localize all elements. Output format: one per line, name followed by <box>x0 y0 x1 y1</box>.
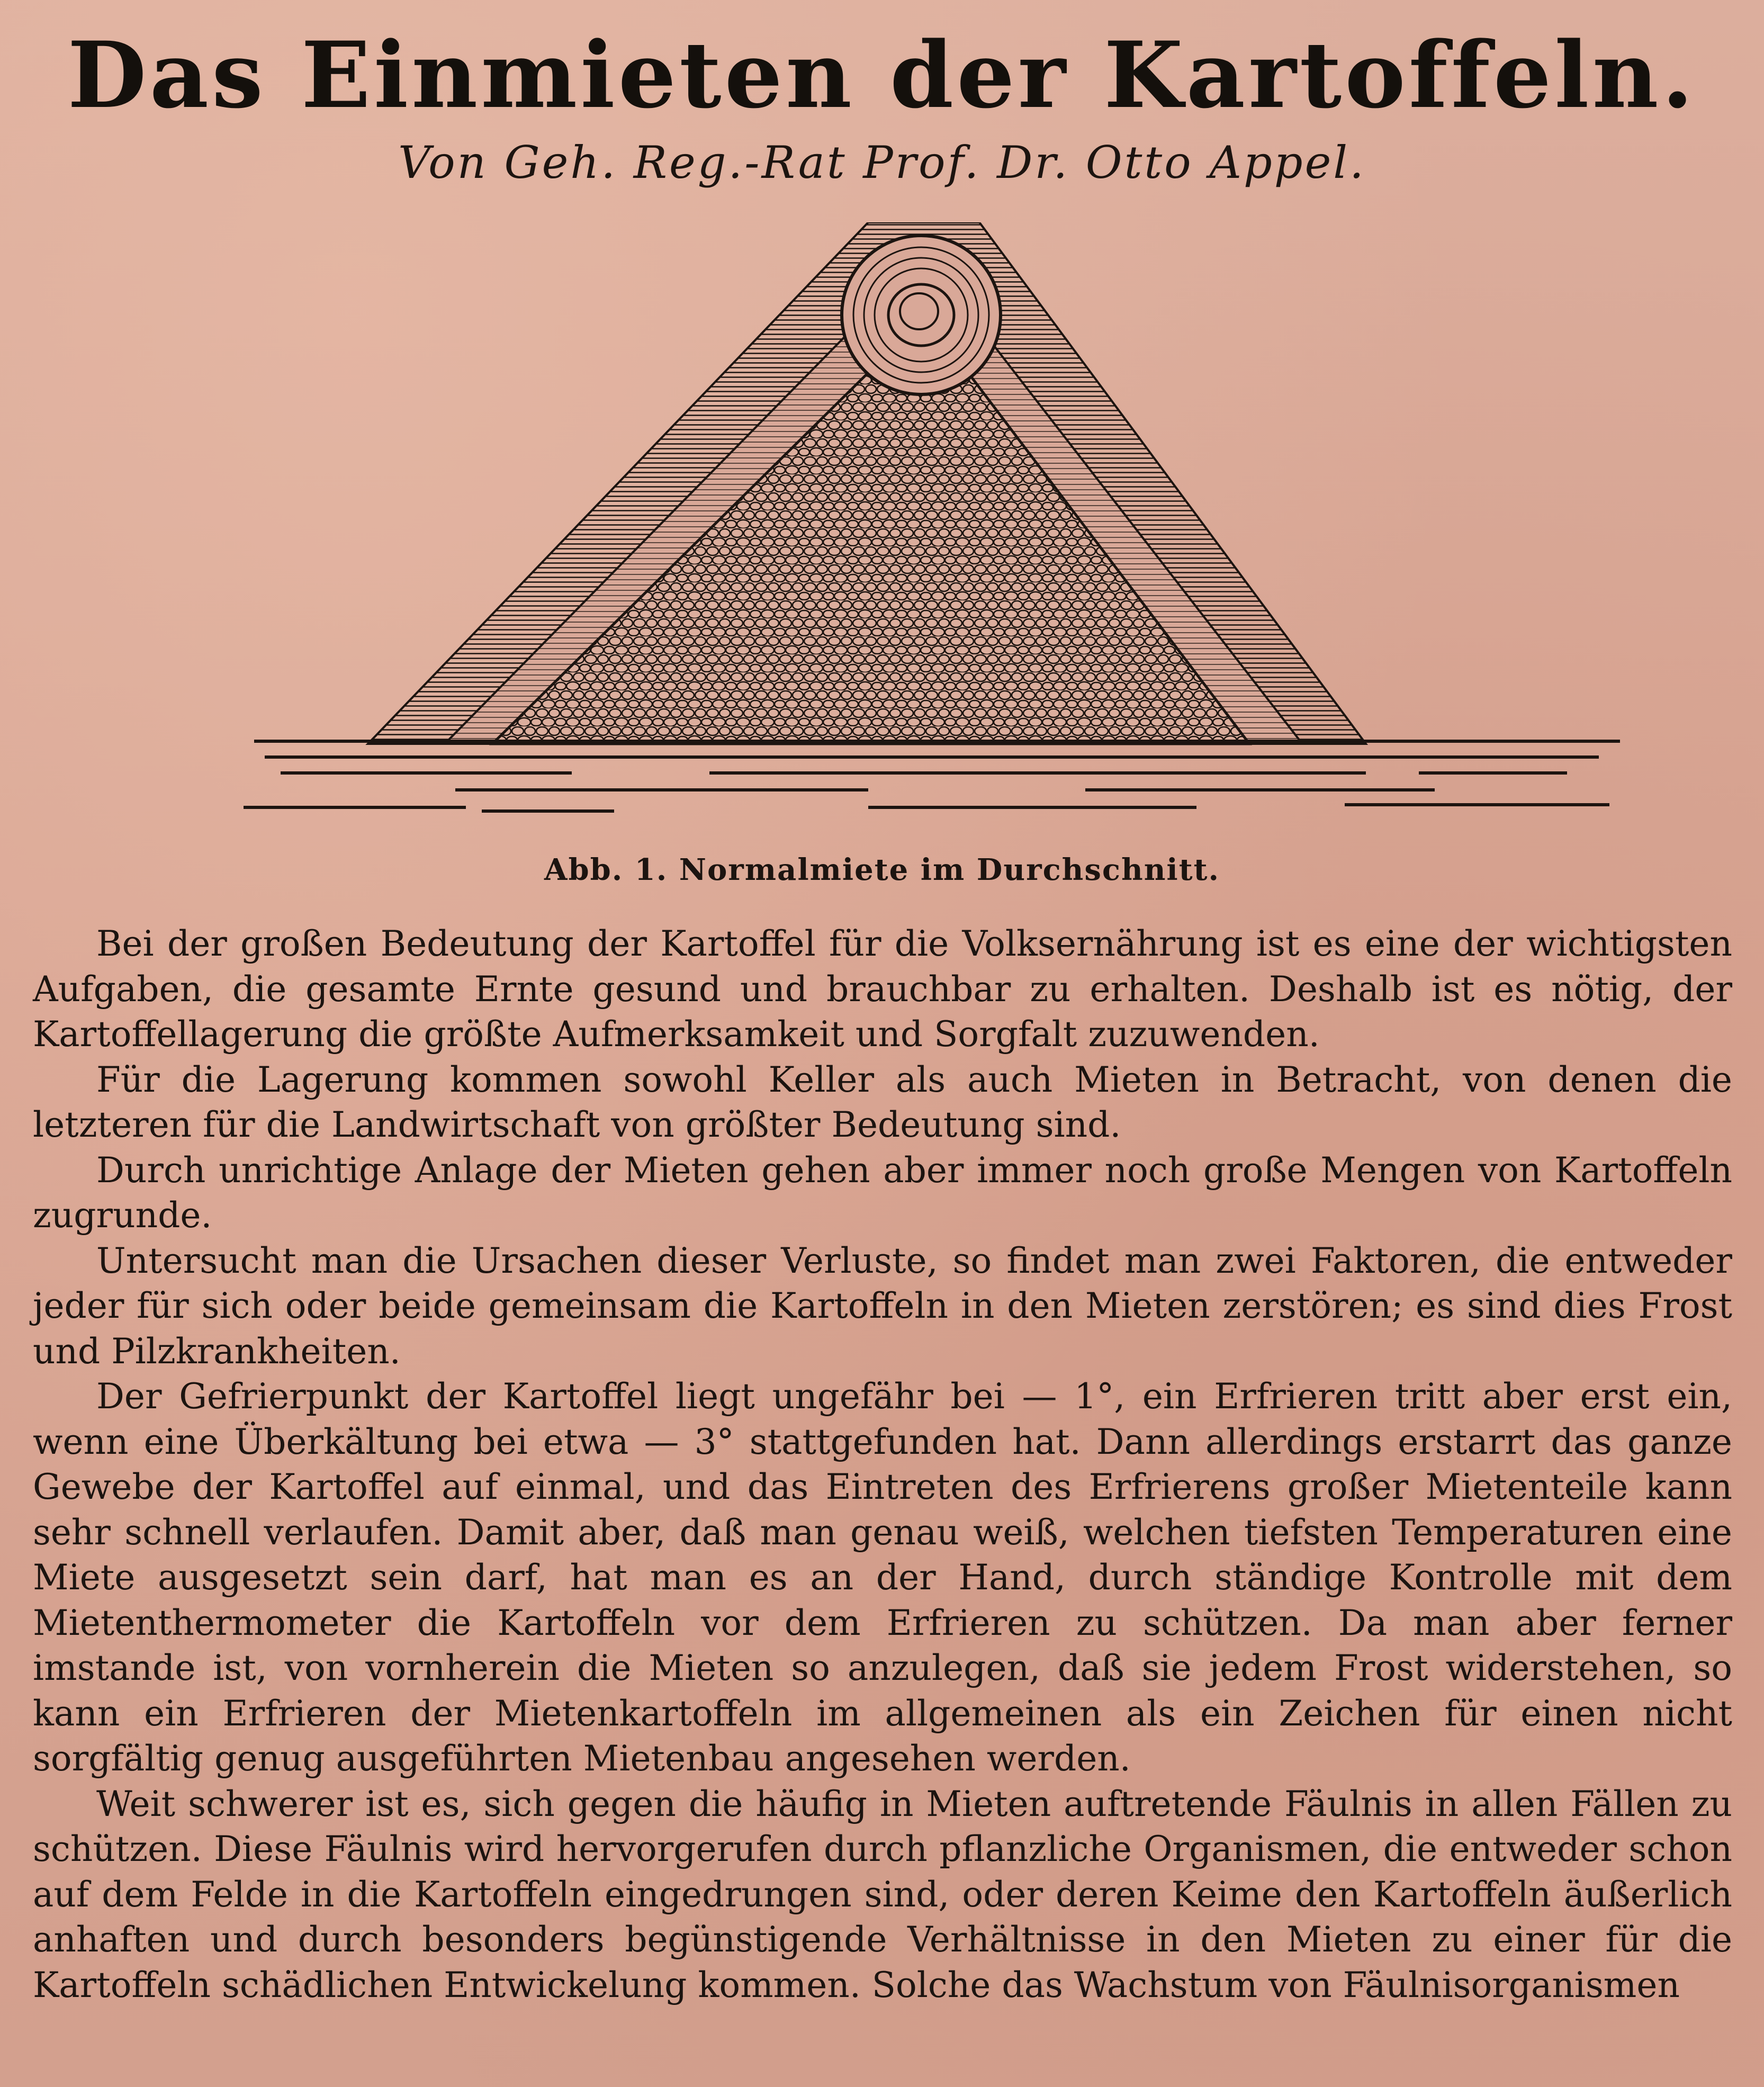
clamp-cross-section-illustration <box>244 222 1636 826</box>
ground-lines <box>244 741 1620 811</box>
article-title: Das Einmieten der Kartoffeln. <box>67 21 1697 129</box>
paragraph: Der Gefrierpunkt der Kartoffel liegt ungefähr bei — 1°, ein Erfrieren tritt aber erst ein, wenn eine Überkältung bei etwa — 3° stattgefunden hat. Dann allerdings erstarrt das ganze Gewebe der Kartoffel auf einmal, und das Eintreten des Erfrierens großer Mietenteile kann sehr schnell verlaufen. Damit aber, daß man genau weiß, welchen tiefsten Temperaturen eine Miete ausgesetzt sein darf, hat man es an der Hand, durch ständige Kontrolle mit dem Mietenthermometer die Kartoffeln vor dem Erfrieren zu schützen. Da man aber ferner imstande ist, von vornherein die Mieten so anzulegen, daß sie jedem Frost widerstehen, so kann ein Erfrieren der Mietenkartoffeln im allgemeinen als ein Zeichen für einen nicht sorgfältig genug ausgeführten Mietenbau angesehen werden. <box>33 1376 1732 1779</box>
paragraph: Durch unrichtige Anlage der Mieten gehen aber immer noch große Mengen von Kartoffeln zugrunde. <box>33 1149 1732 1236</box>
author-byline: Von Geh. Reg.-Rat Prof. Dr. Otto Appel. <box>398 137 1366 188</box>
article-body <box>33 921 1732 2008</box>
figure-caption: Abb. 1. Normalmiete im Durchschnitt. <box>544 852 1220 887</box>
paragraph: Untersucht man die Ursachen dieser Verluste, so findet man zwei Faktoren, die entweder jeder für sich oder beide gemeinsam die Kartoffeln in den Mieten zerstören; es sind dies Frost und Pilzkrankheiten. <box>33 1240 1732 1372</box>
paragraph: Weit schwerer ist es, sich gegen die häufig in Mieten auftretende Fäulnis in allen Fällen zu schützen. Diese Fäulnis wird hervorgerufen durch pflanzliche Organismen, die entweder schon auf dem Felde in die Kartoffeln eingedrungen sind, oder deren Keime den Kartoffeln äußerlich anhaften und durch besonders begünstigende Verhältnisse in den Mieten zu einer für die Kartoffeln schädlichen Entwickelung kommen. Solche das Wachstum von Fäulnisorganismen <box>33 1783 1732 2005</box>
paragraph: Bei der großen Bedeutung der Kartoffel für die Volksernährung ist es eine der wichtigsten Aufgaben, die gesamte Ernte gesund und brauchbar zu erhalten. Deshalb ist es nötig, der Kartoffellagerung die größte Aufmerksamkeit und Sorgfalt zuzuwenden. <box>33 923 1732 1055</box>
paragraph: Für die Lagerung kommen sowohl Keller als auch Mieten in Betracht, von denen die letzteren für die Landwirtschaft von größter Bedeutung sind. <box>33 1059 1732 1145</box>
ridge-straw-roll <box>842 236 1001 394</box>
